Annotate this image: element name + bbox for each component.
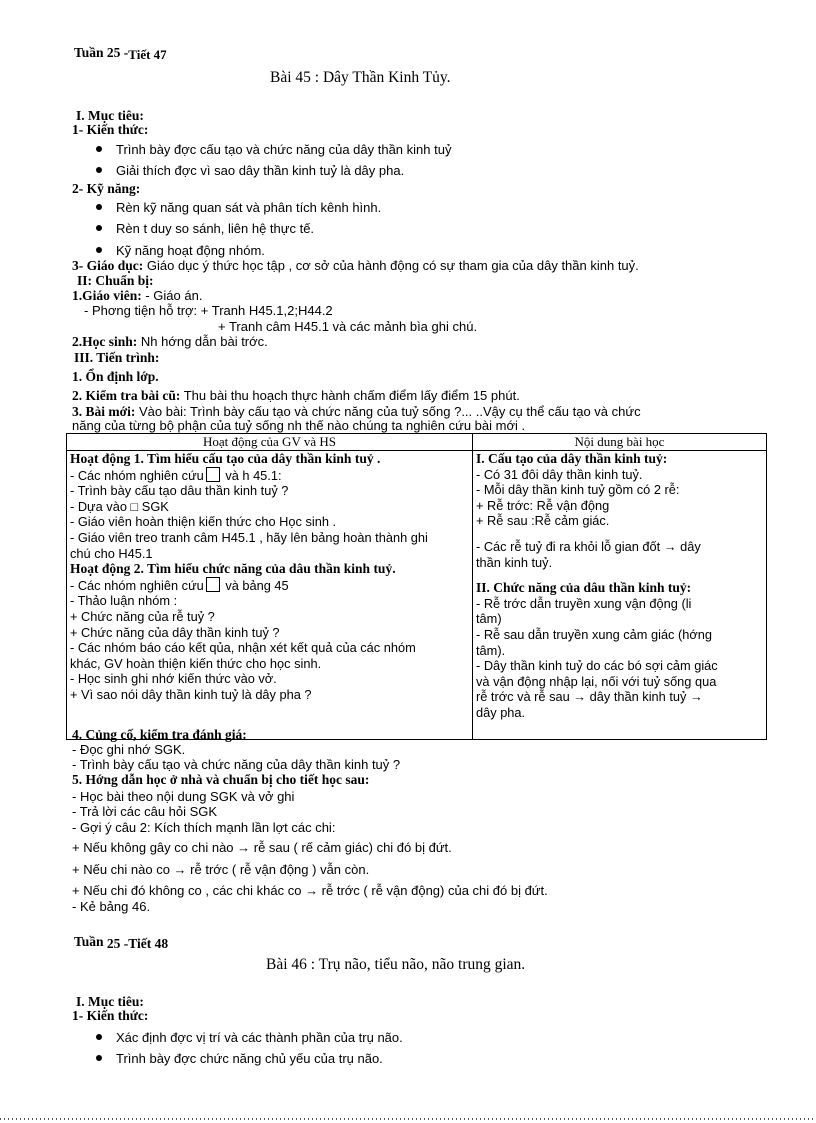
table-section-heading: Hoạt động 1. Tìm hiểu cấu tạo của dây thần kinh tuỷ . [70,451,381,466]
arrow-right-icon: → [663,538,677,554]
skill-item: Rèn t duy so sánh, liên hệ thực tế. [96,221,314,237]
knowledge-item: Trình bày đợc cấu tạo và chức năng của dây thần kinh tuỷ [96,142,451,158]
teacher-line-3: + Tranh câm H45.1 và các mảnh bìa ghi chú. [218,319,478,334]
teacher-line: 1.Giáo viên: - Giáo án. [72,288,203,303]
bullet-icon [96,225,102,231]
step-3-line-2: năng của từng bộ phận của tuỷ sống nh thế nào chúng ta nghiên cứu bài mới . [72,418,526,433]
table-line: - Các rễ tuỷ đi ra khỏi lỗ gian đốt → dây [476,538,701,554]
homework-item: - Gợi ý câu 2: Kích thích mạnh lần lợt các chi: [72,820,336,835]
step-3: 3. Bài mới: Vào bài: Trình bày cấu tạo và chức năng của tuỷ sống ?... ..Vậy cụ thể cấu tạo và chức [72,404,641,419]
arrow-right-icon: → [305,883,319,898]
checkbox-square-icon [206,577,220,592]
small-square-icon: □ [130,498,139,514]
activities-cell [67,451,473,740]
knowledge-item: Xác định đợc vị trí và các thành phần của trụ não. [96,1030,403,1046]
step-1: 1. Ổn định lớp. [72,369,159,384]
lesson-plan-table [66,433,767,740]
objectives-heading-2: I. Mục tiêu: [76,994,144,1009]
teacher-line-2: - Phơng tiện hỗ trợ: + Tranh H45.1,2;H44.2 [84,303,333,318]
table-line: tâm). [476,642,506,658]
skill-item: Kỹ năng hoạt động nhóm. [96,243,265,259]
bullet-icon [96,1034,102,1040]
content-cell [473,451,767,740]
table-line: - Thảo luận nhóm : [70,593,178,609]
homework-item: - Học bài theo nội dung SGK và vở ghi [72,789,295,804]
table-header-content: Nội dung bài học [473,434,767,451]
table-line: chú cho H45.1 [70,545,153,561]
table-line: - Rễ trớc dẫn truyền xung vận động (li [476,595,692,611]
table-header-activities: Hoạt động của GV và HS [67,434,473,451]
homework-heading: 5. Hớng dẫn học ở nhà và chuẩn bị cho tiết học sau: [72,772,370,787]
table-line: tâm) [476,611,502,627]
bullet-icon [96,247,102,253]
table-line: thần kinh tuỷ. [476,554,553,570]
table-line: + Rễ sau :Rễ cảm giác. [476,513,610,529]
table-line: và vận động nhập lại, nối với tuỷ sống qua [476,673,717,689]
week-label-2: Tuần 25 -Tiết 48 [74,934,169,951]
bullet-icon [96,1055,102,1061]
table-line: - Các nhóm nghiên cứu và bảng 45 [70,577,289,593]
arrow-right-icon: → [689,689,703,705]
page-bottom-dotted-rule [0,1118,816,1120]
table-line: - Các nhóm nghiên cứu và h 45.1: [70,467,282,483]
step-2: 2. Kiểm tra bài cũ: Thu bài thu hoạch thực hành chấm điểm lấy điểm 15 phút. [72,388,520,403]
bullet-icon [96,167,102,173]
review-item: - Đọc ghi nhớ SGK. [72,742,186,757]
table-line: + Rễ trớc: Rễ vận động [476,497,610,513]
table-line: khác, GV hoàn thiện kiến thức cho học sinh. [70,655,322,671]
knowledge-item: Giải thích đợc vì sao dây thần kinh tuỷ là dây pha. [96,163,404,179]
table-line: - Mỗi dây thần kinh tuỷ gồm có 2 rễ: [476,482,680,498]
homework-last: - Kẻ bảng 46. [72,899,151,914]
table-section-heading: I. Cấu tạo của dây thần kinh tuỷ: [476,451,668,466]
table-line: + Chức năng của dây thần kinh tuỷ ? [70,624,280,640]
bullet-icon [96,146,102,152]
review-heading: 4. Củng cố, kiểm tra đánh giá: [72,727,247,742]
table-section-heading: II. Chức năng của dâu thần kinh tuỷ: [476,580,692,596]
table-line: + Vì sao nói dây thần kinh tuỷ là dây pha ? [70,686,312,702]
table-line: - Dây thần kinh tuỷ do các bó sợi cảm giác [476,658,718,674]
table-line: - Các nhóm báo cáo kết qủa, nhận xét kết quả của các nhóm [70,640,416,656]
homework-item: - Trả lời các câu hỏi SGK [72,804,218,819]
arrow-right-icon: → [573,689,587,705]
table-line: rễ trớc và rễ sau → dây thần kinh tuỷ → [476,689,703,705]
process-heading: III. Tiến trình: [74,350,160,365]
prep-heading: II: Chuẩn bị: [77,273,154,288]
table-line: - Giáo viên treo tranh câm H45.1 , hãy lên bảng hoàn thành ghi [70,529,428,545]
table-line: dây pha. [476,704,526,720]
table-line: - Có 31 đôi dây thần kinh tuỷ. [476,466,643,482]
lesson-title-2: Bài 46 : Trụ não, tiểu não, não trung gian. [266,956,526,973]
skill-item: Rèn kỹ năng quan sát và phân tích kênh hình. [96,200,381,216]
arrow-right-icon: → [237,840,251,855]
week-label: Tuần 25 -Tiết 47 [74,45,167,62]
table-line: + Chức năng của rễ tuỷ ? [70,608,215,624]
table-line: - Giáo viên hoàn thiện kiến thức cho Học sinh . [70,514,337,530]
education-line: 3- Giáo dục: Giáo dục ý thức học tập , cơ sở của hành động có sự tham gia của dây thần kinh tuỷ. [72,258,639,273]
knowledge-heading-2: 1- Kiến thức: [72,1008,149,1023]
table-line: - Rễ sau dẫn truyền xung cảm giác (hớng [476,626,713,642]
hint-line: + Nếu chi nào co → rễ trớc ( rễ vận động ) vẫn còn. [72,862,370,877]
objectives-heading: I. Mục tiêu: [76,108,144,123]
review-item: - Trình bày cấu tạo và chức năng của dây thần kinh tuỷ ? [72,757,401,772]
table-line: - Trình bày cấu tạo dâu thần kinh tuỷ ? [70,483,289,499]
hint-line: + Nếu chi đó không co , các chi khác co → rễ trớc ( rễ vận động) của chi đó bị đứt. [72,883,548,898]
table-line: - Học sinh ghi nhớ kiến thức vào vở. [70,671,277,687]
bullet-icon [96,204,102,210]
knowledge-item: Trình bày đợc chức năng chủ yếu của trụ não. [96,1051,383,1067]
arrow-right-icon: → [173,862,187,877]
skills-heading: 2- Kỹ năng: [72,181,141,196]
lesson-title: Bài 45 : Dây Thần Kinh Tủy. [270,69,451,86]
table-line [476,529,763,539]
table-line: - Dựa vào □ SGK [70,498,169,514]
hint-line: + Nếu không gây co chi nào → rễ sau ( rế cảm giác) chi đó bị đứt. [72,840,452,855]
table-section-heading: Hoạt động 2. Tìm hiểu chức năng của dâu thần kinh tuỷ. [70,561,396,577]
knowledge-heading: 1- Kiến thức: [72,122,149,137]
table-line [476,570,763,580]
student-line: 2.Học sinh: Nh hớng dẫn bài trớc. [72,334,268,349]
checkbox-square-icon [206,467,220,482]
